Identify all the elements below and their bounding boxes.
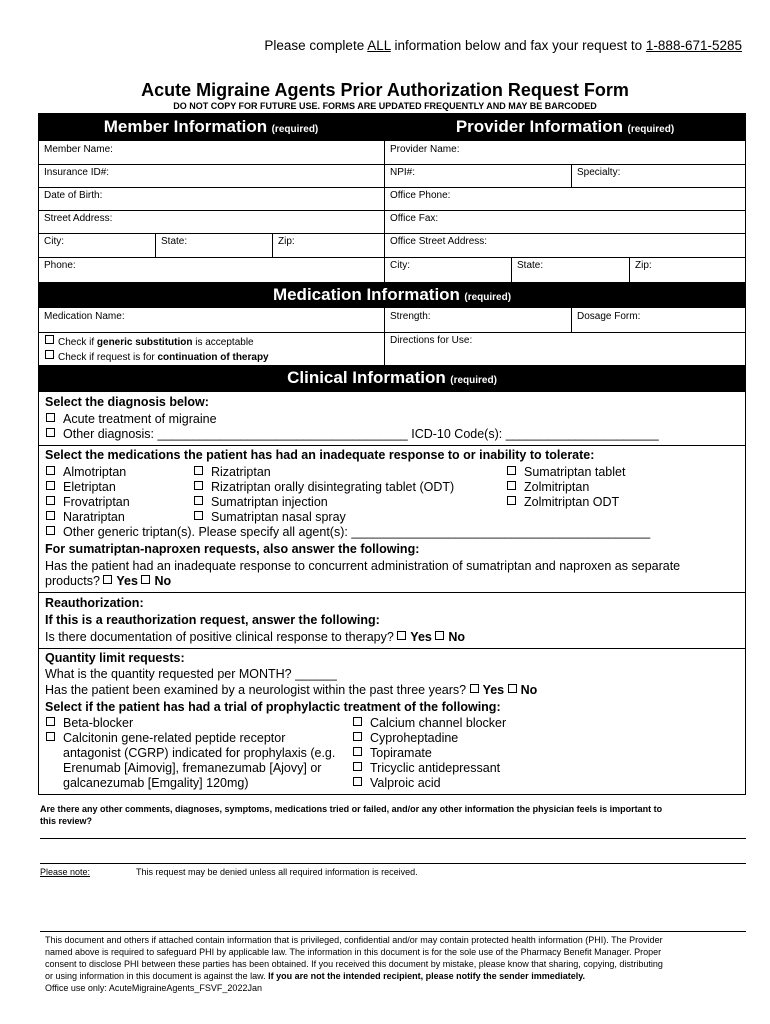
fax-prefix: Please complete	[264, 38, 365, 53]
checkbox[interactable]	[194, 511, 203, 520]
provider-name-field[interactable]: Provider Name:	[390, 144, 460, 155]
ql-neuro-question: Has the patient been examined by a neurologist within the past three years? Yes No	[45, 683, 538, 697]
proph-option-cont: galcanezumab [Emgality] 120mg)	[63, 776, 249, 790]
comments-question: Are there any other comments, diagnoses, symptoms, medications tried or failed, and/or any other information the physician feels is important to this review?	[40, 804, 663, 826]
provider-required: (required)	[627, 124, 675, 135]
checkbox[interactable]	[508, 684, 517, 693]
please-note: Please note:	[40, 867, 91, 877]
med-option[interactable]: Zolmitriptan	[507, 480, 589, 495]
ql-title: Quantity limit requests:	[45, 651, 185, 665]
checkbox[interactable]	[353, 747, 362, 756]
provider-heading-text: Provider Information	[455, 117, 624, 136]
fax-instruction	[264, 38, 742, 53]
medication-dosage-form-field[interactable]: Dosage Form:	[577, 311, 641, 322]
reauth-title: Reauthorization:	[45, 596, 144, 610]
continuation-option[interactable]: Check if request is for continuation of therapy	[45, 350, 269, 363]
medication-name-field[interactable]: Medication Name:	[44, 311, 125, 322]
provider-state-field[interactable]: State:	[517, 260, 544, 271]
clinical-heading	[38, 368, 746, 388]
med-option[interactable]: Eletriptan	[46, 480, 116, 495]
provider-fax-field[interactable]: Office Fax:	[390, 213, 439, 224]
clinical-heading-text: Clinical Information	[287, 368, 446, 387]
medication-strength-field[interactable]: Strength:	[390, 311, 431, 322]
reauth-no-option[interactable]: No	[435, 630, 465, 644]
medication-heading-text: Medication Information	[272, 285, 460, 304]
office-use: Office use only: AcuteMigraineAgents_FSVF_2022Jan	[45, 983, 262, 993]
proph-title: Select if the patient has had a trial of prophylactic treatment of the following:	[45, 700, 501, 714]
checkbox[interactable]	[194, 496, 203, 505]
checkbox[interactable]	[103, 575, 112, 584]
med-option[interactable]: Zolmitriptan ODT	[507, 495, 619, 510]
provider-phone-field[interactable]: Office Phone:	[390, 190, 451, 201]
proph-option[interactable]: Topiramate	[353, 746, 432, 761]
proph-option-cont: antagonist (CGRP) indicated for prophylaxis (e.g.	[63, 746, 336, 760]
suma-no-option[interactable]: No	[141, 574, 171, 588]
checkbox[interactable]	[194, 481, 203, 490]
ql-no-option[interactable]: No	[508, 683, 538, 697]
checkbox[interactable]	[46, 481, 55, 490]
checkbox[interactable]	[46, 428, 55, 437]
reauth-yes-option[interactable]: Yes	[397, 630, 432, 644]
provider-street-field[interactable]: Office Street Address:	[390, 236, 488, 247]
provider-heading	[384, 117, 746, 137]
checkbox[interactable]	[507, 466, 516, 475]
checkbox[interactable]	[353, 717, 362, 726]
checkbox[interactable]	[46, 732, 55, 741]
provider-specialty-field[interactable]: Specialty:	[577, 167, 621, 178]
form-title: Acute Migraine Agents Prior Authorization Request Form	[141, 80, 629, 100]
medication-directions-field[interactable]: Directions for Use:	[390, 335, 473, 346]
med-option[interactable]: Sumatriptan injection	[194, 495, 328, 510]
medication-required: (required)	[464, 292, 512, 303]
fax-middle: information below and fax your request to	[394, 38, 643, 53]
med-option[interactable]: Sumatriptan nasal spray	[194, 510, 346, 525]
suma-yes-option[interactable]: Yes	[103, 574, 138, 588]
checkbox[interactable]	[507, 496, 516, 505]
provider-npi-field[interactable]: NPI#:	[390, 167, 416, 178]
continuation-checkbox[interactable]	[45, 350, 54, 359]
other-triptan-option[interactable]: Other generic triptan(s). Please specify all agent(s): ___________________________________________	[46, 525, 650, 540]
med-option[interactable]: Frovatriptan	[46, 495, 130, 510]
clinical-required: (required)	[450, 375, 497, 386]
proph-option[interactable]: Beta-blocker	[46, 716, 133, 731]
please-note-text: This request may be denied unless all required information is received.	[136, 867, 418, 877]
suma-question: Has the patient had an inadequate response to concurrent administration of sumatriptan and naproxen as separate	[45, 559, 681, 573]
checkbox[interactable]	[46, 496, 55, 505]
member-heading	[38, 117, 384, 137]
suma-question-cont: products? Yes No	[45, 574, 172, 588]
generic-substitution-option[interactable]: Check if generic substitution is acceptable	[45, 335, 254, 348]
med-option[interactable]: Rizatriptan orally disintegrating tablet (ODT)	[194, 480, 454, 495]
checkbox[interactable]	[507, 481, 516, 490]
provider-zip-field[interactable]: Zip:	[635, 260, 652, 271]
reauth-question: Is there documentation of positive clinical response to therapy? Yes No	[45, 630, 466, 644]
med-option[interactable]: Naratriptan	[46, 510, 125, 525]
member-phone-field[interactable]: Phone:	[44, 260, 76, 271]
member-zip-field[interactable]: Zip:	[278, 236, 295, 247]
fax-all: ALL	[367, 38, 391, 53]
checkbox[interactable]	[141, 575, 150, 584]
checkbox[interactable]	[46, 511, 55, 520]
proph-option[interactable]: Calcium channel blocker	[353, 716, 506, 731]
proph-option[interactable]: Valproic acid	[353, 776, 441, 791]
checkbox[interactable]	[46, 466, 55, 475]
comment-line[interactable]	[40, 838, 746, 839]
ql-quantity-question: What is the quantity requested per MONTH? ______	[45, 667, 337, 681]
footer-disclaimer: This document and others if attached contain information that is privileged, confidential and/or may contain protected health information (PHI). The Provider named above is required to safeguard PHI by applicable law. The information in this document is for the sole use of the Pharmacy Benefit Manager. Proper consent to disclose PHI between these parties has been obtained. If you received this document by mistake, please know that sharing, copying, distributing or using information in this document is against the law. If you are not the intended recipient, please notify the sender immediately. Office use only: AcuteMigraineAgents_FSVF_2022Jan	[45, 934, 745, 994]
member-dob-field[interactable]: Date of Birth:	[44, 190, 103, 201]
form-subtitle: DO NOT COPY FOR FUTURE USE. FORMS ARE UPDATED FREQUENTLY AND MAY BE BARCODED	[173, 101, 597, 111]
ql-yes-option[interactable]: Yes	[470, 683, 505, 697]
proph-option[interactable]: Calcitonin gene-related peptide receptor	[46, 731, 285, 746]
proph-option-cont: Erenumab [Aimovig], fremanezumab [Ajovy] or	[63, 761, 322, 775]
checkbox[interactable]	[353, 732, 362, 741]
checkbox[interactable]	[194, 466, 203, 475]
proph-option[interactable]: Tricyclic antidepressant	[353, 761, 500, 776]
proph-option[interactable]: Cyproheptadine	[353, 731, 458, 746]
medication-heading	[38, 285, 746, 305]
comment-line[interactable]	[40, 863, 746, 864]
med-option[interactable]: Sumatriptan tablet	[507, 465, 625, 480]
checkbox[interactable]	[435, 631, 444, 640]
diagnosis-other-option[interactable]: Other diagnosis: ____________________________________ ICD-10 Code(s): ______________________	[46, 427, 659, 442]
checkbox[interactable]	[353, 777, 362, 786]
checkbox[interactable]	[353, 762, 362, 771]
provider-city-field[interactable]: City:	[390, 260, 410, 271]
diagnosis-acute-option[interactable]: Acute treatment of migraine	[46, 412, 217, 427]
med-option[interactable]: Almotriptan	[46, 465, 126, 480]
checkbox[interactable]	[46, 717, 55, 726]
checkbox[interactable]	[46, 526, 55, 535]
member-street-field[interactable]: Street Address:	[44, 213, 113, 224]
member-insurance-field[interactable]: Insurance ID#:	[44, 167, 110, 178]
member-city-field[interactable]: City:	[44, 236, 64, 247]
member-required: (required)	[271, 124, 319, 135]
member-heading-text: Member Information	[103, 117, 268, 136]
checkbox[interactable]	[397, 631, 406, 640]
checkbox[interactable]	[46, 413, 55, 422]
generic-substitution-checkbox[interactable]	[45, 335, 54, 344]
meds-title: Select the medications the patient has had an inadequate response to or inability to tolerate:	[45, 448, 595, 462]
member-state-field[interactable]: State:	[161, 236, 188, 247]
diagnosis-title: Select the diagnosis below:	[45, 395, 209, 409]
reauth-subtitle: If this is a reauthorization request, answer the following:	[45, 613, 380, 627]
fax-number: 1-888-671-5285	[645, 38, 742, 53]
med-option[interactable]: Rizatriptan	[194, 465, 271, 480]
member-name-field[interactable]: Member Name:	[44, 144, 113, 155]
checkbox[interactable]	[470, 684, 479, 693]
suma-title: For sumatriptan-naproxen requests, also answer the following:	[45, 542, 420, 556]
